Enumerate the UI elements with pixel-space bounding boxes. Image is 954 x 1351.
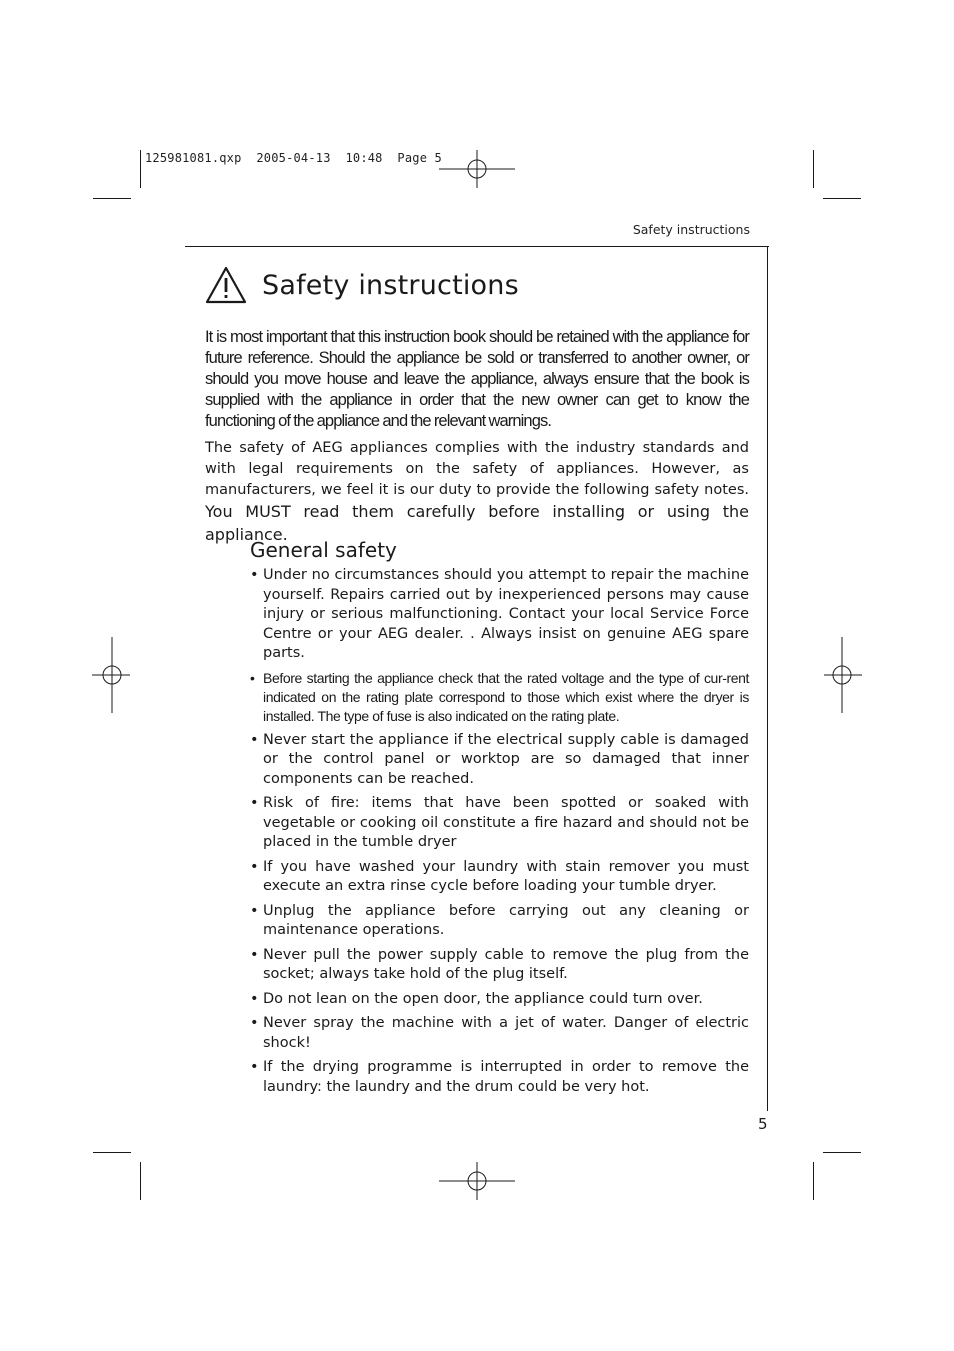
list-item-text: Risk of fire: items that have been spotted or soaked with vegetable or cooking oil constitute a fire hazard and should not be placed in the tumble dryer [263,795,749,850]
registration-mark-icon [72,635,152,715]
list-item [250,566,749,664]
list-item-text: Before starting the appliance check that the rated voltage and the type of cur-rent indicated on the rating plate correspond to those which exist where the dryer is installed. The type of fuse is also indicated on the rating plate. [263,669,749,724]
list-item [250,946,749,985]
page-title: Safety instructions [262,270,519,301]
header-rule [185,246,769,247]
bullet-icon: • [250,1059,259,1075]
list-item [250,794,749,853]
intro-paragraph: It is most important that this instruction book should be retained with the appliance for future reference. Should the appliance be sold or transferred to another owner, or should you move house and leave the appliance, always ensure that the book is supplied with the appliance in order that the new owner can get to know the functioning of the appliance and the relevant warnings. [205,328,749,430]
list-item [250,1014,749,1053]
crop-mark [813,150,814,188]
list-item [250,731,749,790]
registration-mark-icon [437,1141,517,1221]
list-item [250,902,749,941]
warning-triangle-icon [205,266,247,304]
crop-mark [823,198,861,199]
running-head: Safety instructions [632,222,750,237]
bullet-icon: • [250,1015,259,1031]
registration-mark-icon [802,635,882,715]
bullet-icon: • [250,669,255,686]
list-item-text: Under no circumstances should you attempt to repair the machine yourself. Repairs carried out by inexperienced persons may cause injury or serious malfunctioning. Contact your local Service Force Centre or your AEG dealer. . Always insist on genuine AEG spare parts. [263,567,749,661]
list-item [250,858,749,897]
bullet-icon: • [250,795,259,811]
list-item-text: Never pull the power supply cable to remove the plug from the socket; always take hold of the plug itself. [263,946,749,982]
crop-mark [813,1162,814,1200]
safety-note-text: The safety of AEG appliances complies with the industry standards and with legal requirements on the safety of appliances. However, as manufacturers, we feel it is our duty to provide the following safety notes. [205,440,749,498]
must-read-text: You MUST read them carefully before installing or using the appliance. [205,502,749,544]
crop-mark [140,1162,141,1200]
side-rule [767,246,768,1111]
safety-note-paragraph [205,438,749,547]
registration-mark-icon [437,130,517,210]
list-item [250,990,749,1010]
printer-slug: 125981081.qxp 2005-04-13 10:48 Page 5 [145,151,442,165]
list-item-text: If the drying programme is interrupted in order to remove the laundry: the laundry and the drum could be very hot. [263,1059,749,1095]
page-number: 5 [758,1115,768,1133]
crop-mark [93,1152,131,1153]
bullet-icon: • [250,731,259,748]
bullet-icon: • [250,858,259,875]
list-item-text: Unplug the appliance before carrying out any cleaning or maintenance operations. [263,902,749,938]
list-item-text: Never start the appliance if the electrical supply cable is damaged or the control panel or worktop are so damaged that inner components can be reached. [263,731,749,787]
crop-mark [93,198,131,199]
list-item [250,1058,749,1097]
list-item-text: Never spray the machine with a jet of water. Danger of electric shock! [263,1015,749,1051]
section-heading: General safety [250,538,397,562]
bullet-icon: • [250,902,259,919]
bullet-icon: • [250,567,259,583]
list-item-text: Do not lean on the open door, the appliance could turn over. [263,990,703,1007]
safety-list [250,566,749,1102]
list-item [250,669,749,726]
bullet-icon: • [250,990,259,1007]
list-item-text: If you have washed your laundry with stain remover you must execute an extra rinse cycle before loading your tumble dryer. [263,858,749,894]
bullet-icon: • [250,946,259,963]
crop-mark [823,1152,861,1153]
crop-mark [140,150,141,188]
